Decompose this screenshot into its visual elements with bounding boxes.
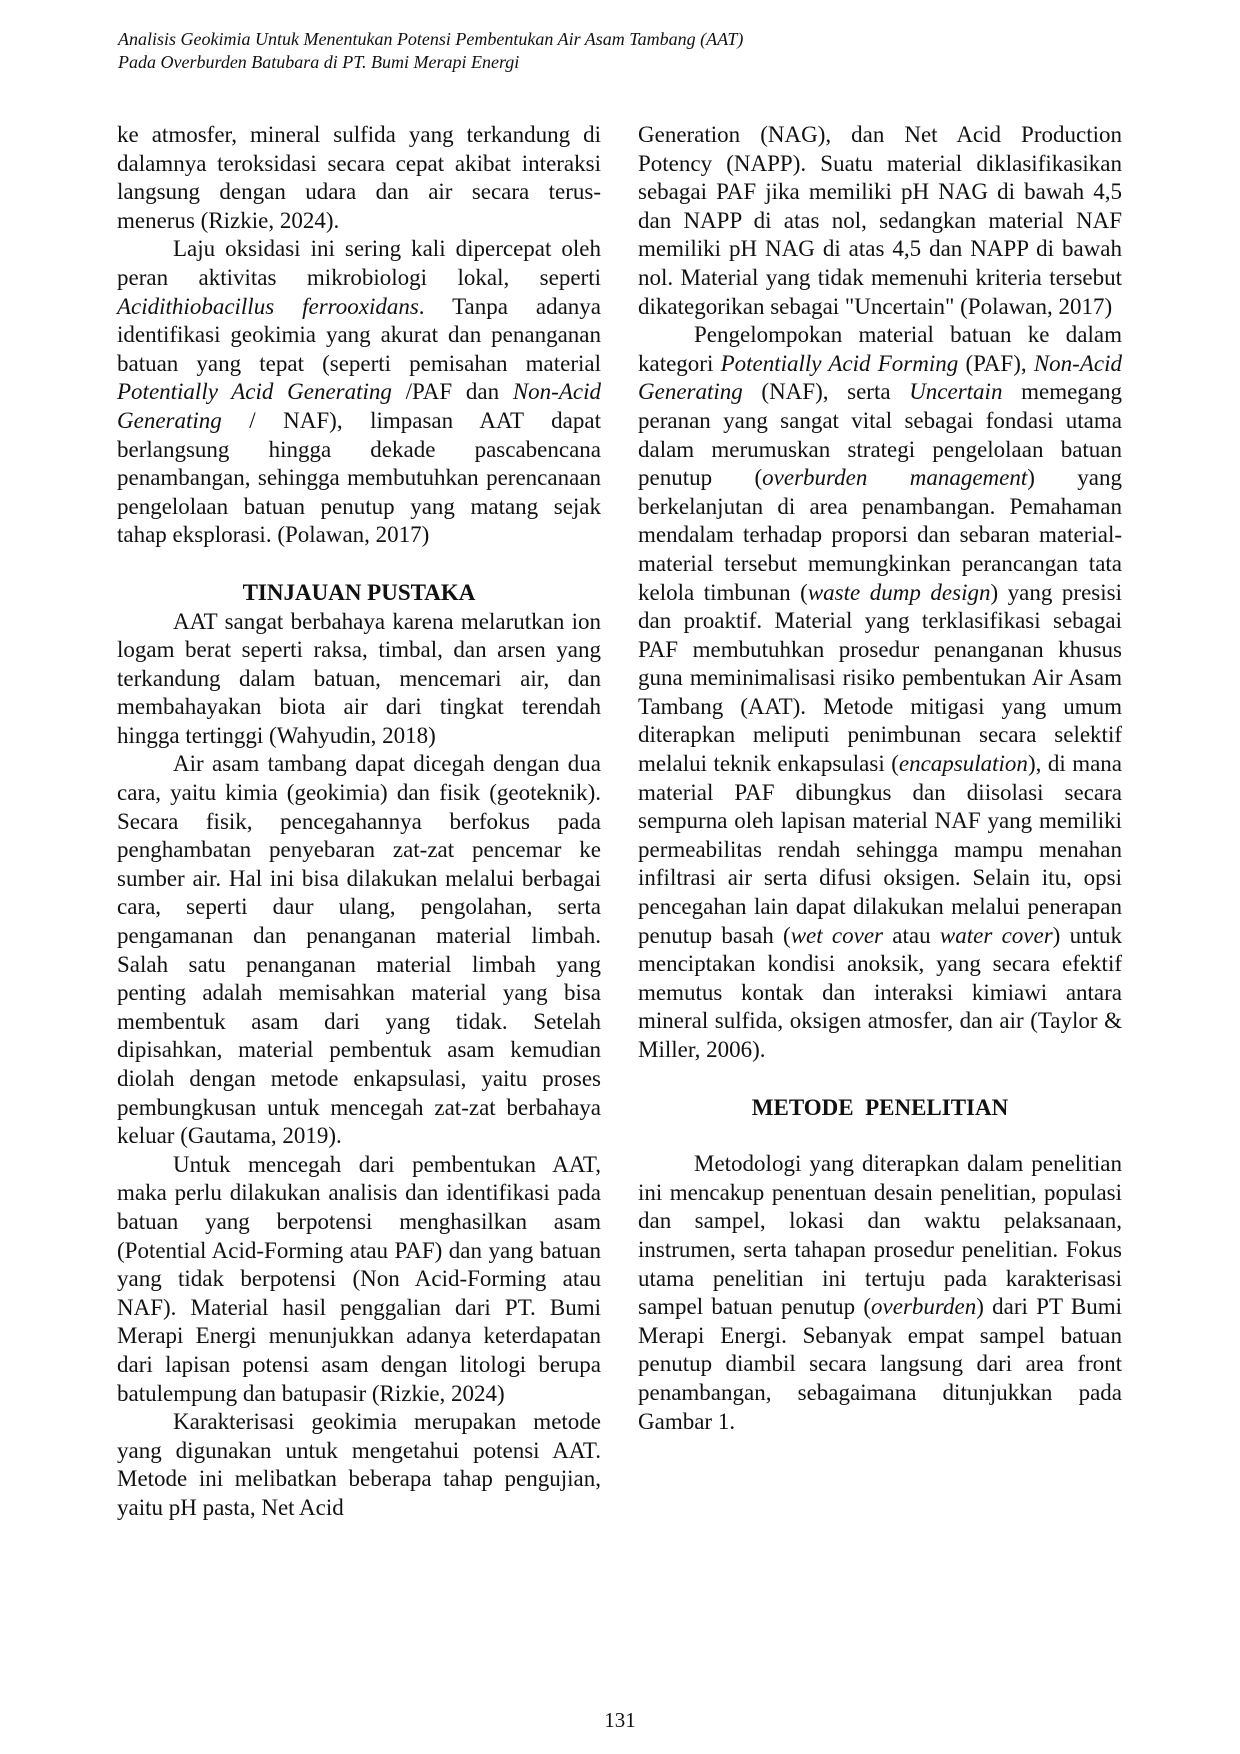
paragraph: Laju oksidasi ini sering kali dipercepat oleh peran aktivitas mikrobiologi lokal, seperti Acidithiobacillus ferrooxidans. Tanpa adanya identifikasi geokimia yang akurat dan penanganan batuan yang tepat (seperti pemisahan material Potentially Acid Generating /PAF dan Non-Acid Generating / NAF), limpasan AAT dapat berlangsung hingga dekade pascabencana penambangan, sehingga membutuhkan perencanaan pengelolaan batuan penutup yang matang sejak tahap eksplorasi. (Polawan, 2017) <box>117 236 602 548</box>
paragraph: Pengelompokan material batuan ke dalam kategori Potentially Acid Forming (PAF), Non-Acid Generating (NAF), serta Uncertain memegang peranan yang sangat vital sebagai fondasi utama dalam merumuskan strategi pengelolaan batuan penutup (overburden management) yang berkelanjutan di area penambangan. Pemahaman mendalam terhadap proporsi dan sebaran material-material tersebut memungkinkan perancangan tata kelola timbunan (waste dump design) yang presisi dan proaktif. Material yang terklasifikasi sebagai PAF membutuhkan prosedur penanganan khusus guna meminimalisasi risiko pembentukan Air Asam Tambang (AAT). Metode mitigasi yang umum diterapkan meliputi penimbunan secara selektif melalui teknik enkapsulasi (encapsulation), di mana material PAF dibungkus dan diisolasi secara sempurna oleh lapisan material NAF yang memiliki permeabilitas rendah sehingga mampu menahan infiltrasi air serta difusi oksigen. Selain itu, opsi pencegahan lain dapat dilakukan melalui penerapan penutup basah (wet cover atau water cover) untuk menciptakan kondisi anoksik, yang secara efektif memutus kontak dan interaksi kimiawi antara mineral sulfida, oksigen atmosfer, dan air (Taylor & Miller, 2006). <box>638 322 1123 1062</box>
section-heading-tinjauan-pustaka: TINJAUAN PUSTAKA <box>242 579 476 605</box>
left-column <box>117 121 601 1523</box>
paragraph: AAT sangat berbahaya karena melarutkan ion logam berat seperti raksa, timbal, dan arsen yang terkandung dalam batuan, mencemari air, dan membahayakan biota air dari tingkat terendah hingga tertinggi (Wahyudin, 2018) <box>117 608 601 748</box>
running-header <box>118 28 1118 74</box>
paragraph: Generation (NAG), dan Net Acid Production Potency (NAPP). Suatu material diklasifikasikan sebagai PAF jika memiliki pH NAG di bawah 4,5 dan NAPP di atas nol, sedangkan material NAF memiliki pH NAG di atas 4,5 dan NAPP di bawah nol. Material yang tidak memenuhi kriteria tersebut dikategorikan sebagai "Uncertain" (Polawan, 2017) <box>638 122 1122 319</box>
right-column <box>638 121 1122 1436</box>
page-number: 131 <box>604 1708 636 1732</box>
paragraph: Air asam tambang dapat dicegah dengan dua cara, yaitu kimia (geokimia) dan fisik (geoteknik). Secara fisik, pencegahannya berfokus pada penghambatan penyebaran zat-zat pencemar ke sumber air. Hal ini bisa dilakukan melalui berbagai cara, seperti daur ulang, pengolahan, serta pengamanan dan penanganan material limbah. Salah satu penanganan material limbah yang penting adalah memisahkan material yang bisa membentuk asam dari yang tidak. Setelah dipisahkan, material pembentuk asam kemudian diolah dengan metode enkapsulasi, yaitu proses pembungkusan untuk mencegah zat-zat berbahaya keluar (Gautama, 2019). <box>117 751 601 1149</box>
paragraph: Metodologi yang diterapkan dalam penelitian ini mencakup penentuan desain penelitian, populasi dan sampel, lokasi dan waktu pelaksanaan, instrumen, serta tahapan prosedur penelitian. Fokus utama penelitian ini tertuju pada karakterisasi sampel batuan penutup (overburden) dari PT Bumi Merapi Energi. Sebanyak empat sampel batuan penutup diambil secara langsung dari area front penambangan, sebagaimana ditunjukkan pada Gambar 1. <box>638 1151 1122 1434</box>
paragraph: Untuk mencegah dari pembentukan AAT, maka perlu dilakukan analisis dan identifikasi pada batuan yang berpotensi menghasilkan asam (Potential Acid-Forming atau PAF) dan yang batuan yang tidak berpotensi (Non Acid-Forming atau NAF). Material hasil penggalian dari PT. Bumi Merapi Energi menunjukkan adanya keterdapatan dari lapisan potensi asam dengan litologi berupa batulempung dan batupasir (Rizkie, 2024) <box>117 1151 601 1406</box>
section-heading-metode-penelitian: METODE PENELITIAN <box>751 1094 1009 1120</box>
paragraph: ke atmosfer, mineral sulfida yang terkandung di dalamnya teroksidasi secara cepat akibat interaksi langsung dengan udara dan air secara terus- menerus (Rizkie, 2024). <box>117 122 601 233</box>
paragraph: Karakterisasi geokimia merupakan metode yang digunakan untuk mengetahui potensi AAT. Metode ini melibatkan beberapa tahap pengujian, yaitu pH pasta, Net Acid <box>117 1409 601 1520</box>
species-name: Acidithiobacillus ferrooxidans <box>117 293 419 319</box>
running-header-line-1: Analisis Geokimia Untuk Menentukan Potensi Pembentukan Air Asam Tambang (AAT) <box>118 29 744 49</box>
running-header-line-2: Pada Overburden Batubara di PT. Bumi Merapi Energi <box>118 52 520 72</box>
